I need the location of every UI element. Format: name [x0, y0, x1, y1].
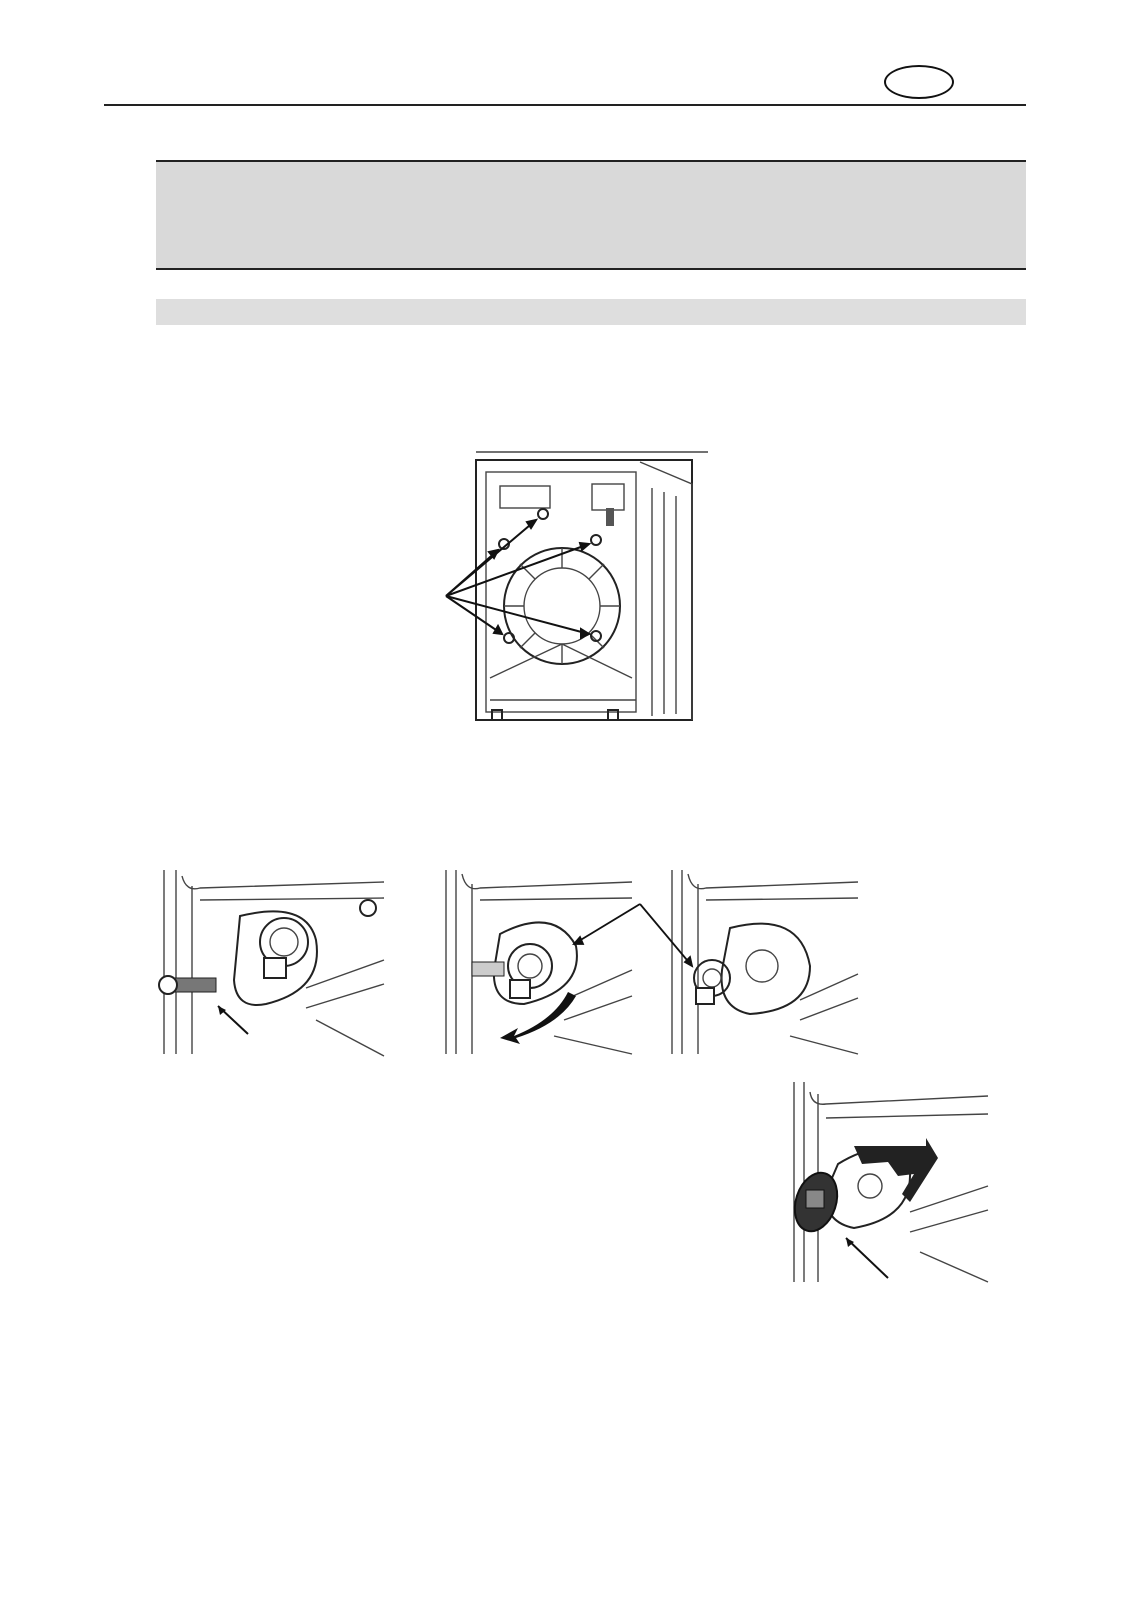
- step-4-illustration: [790, 1082, 990, 1286]
- warning-box: [156, 160, 1026, 270]
- header-rule: [104, 104, 1026, 106]
- section-heading-bar: [156, 299, 1026, 325]
- step-1-illustration: [156, 870, 386, 1058]
- rear-view-illustration: [440, 448, 720, 738]
- pointer-arrows: [560, 900, 710, 980]
- language-badge: [884, 65, 954, 99]
